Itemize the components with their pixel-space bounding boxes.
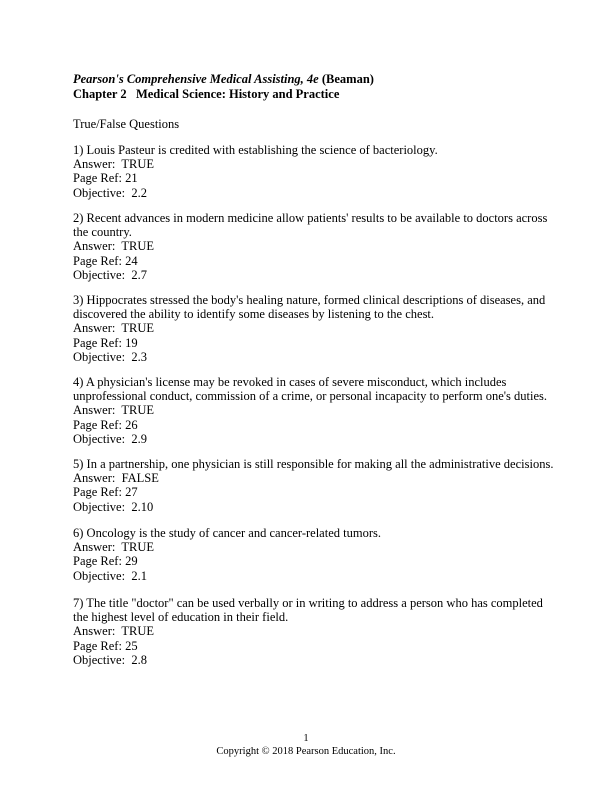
answer: Answer: TRUE <box>73 624 155 639</box>
question-6 <box>73 526 543 583</box>
answer: Answer: TRUE <box>73 403 155 418</box>
question-text: 6) Oncology is the study of cancer and cancer-related tumors. <box>73 526 381 540</box>
answer: Answer: TRUE <box>73 157 155 172</box>
page-number: 1 <box>303 733 309 744</box>
objective: Objective: 2.8 <box>73 652 147 667</box>
page-ref: Page Ref: 27 <box>73 485 138 500</box>
question-text: 3) Hippocrates stressed the body's healing nature, formed clinical descriptions of diseases, and <box>73 293 546 307</box>
question-text: 4) A physician's license may be revoked in cases of severe misconduct, which includes <box>73 375 507 389</box>
page-ref: Page Ref: 19 <box>73 335 138 350</box>
objective: Objective: 2.7 <box>73 267 147 282</box>
question-1 <box>73 143 543 200</box>
question-text: the highest level of education in their field. <box>73 610 289 625</box>
question-text: 1) Louis Pasteur is credited with establishing the science of bacteriology. <box>73 143 438 157</box>
page-ref: Page Ref: 21 <box>73 171 138 186</box>
question-text: 5) In a partnership, one physician is still responsible for making all the administrative decisions. <box>73 457 554 471</box>
objective: Objective: 2.9 <box>73 431 147 446</box>
question-text: 7) The title "doctor" can be used verbally or in writing to address a person who has completed <box>73 596 543 610</box>
page-ref: Page Ref: 26 <box>73 417 138 432</box>
question-text: 2) Recent advances in modern medicine allow patients' results to be available to doctors across <box>73 211 548 225</box>
copyright-notice: Copyright © 2018 Pearson Education, Inc. <box>216 746 396 757</box>
chapter-title: Chapter 2 Medical Science: History and Practice <box>73 87 340 101</box>
question-5 <box>73 457 554 514</box>
question-7 <box>73 596 543 667</box>
question-text: unprofessional conduct, commission of a crime, or personal incapacity to perform one's duties. <box>73 389 547 404</box>
answer: Answer: TRUE <box>73 239 155 254</box>
book-title-line <box>73 72 374 87</box>
page-ref: Page Ref: 24 <box>73 253 138 268</box>
question-text: the country. <box>73 225 132 240</box>
section-title: True/False Questions <box>73 117 180 131</box>
page-ref: Page Ref: 25 <box>73 638 138 653</box>
answer: Answer: TRUE <box>73 321 155 336</box>
question-3 <box>73 293 546 364</box>
objective: Objective: 2.3 <box>73 349 147 364</box>
question-text: discovered the ability to identify some diseases by listening to the chest. <box>73 307 435 322</box>
answer: Answer: FALSE <box>73 471 159 486</box>
document-header <box>73 72 374 102</box>
objective: Objective: 2.2 <box>73 185 147 200</box>
question-2 <box>73 211 548 282</box>
book-title: Pearson's Comprehensive Medical Assisting, 4e <box>73 72 319 86</box>
answer: Answer: TRUE <box>73 540 155 555</box>
book-author: (Beaman) <box>321 72 374 86</box>
page-ref: Page Ref: 29 <box>73 554 138 569</box>
question-4 <box>73 375 547 446</box>
objective: Objective: 2.1 <box>73 568 147 583</box>
objective: Objective: 2.10 <box>73 499 154 514</box>
